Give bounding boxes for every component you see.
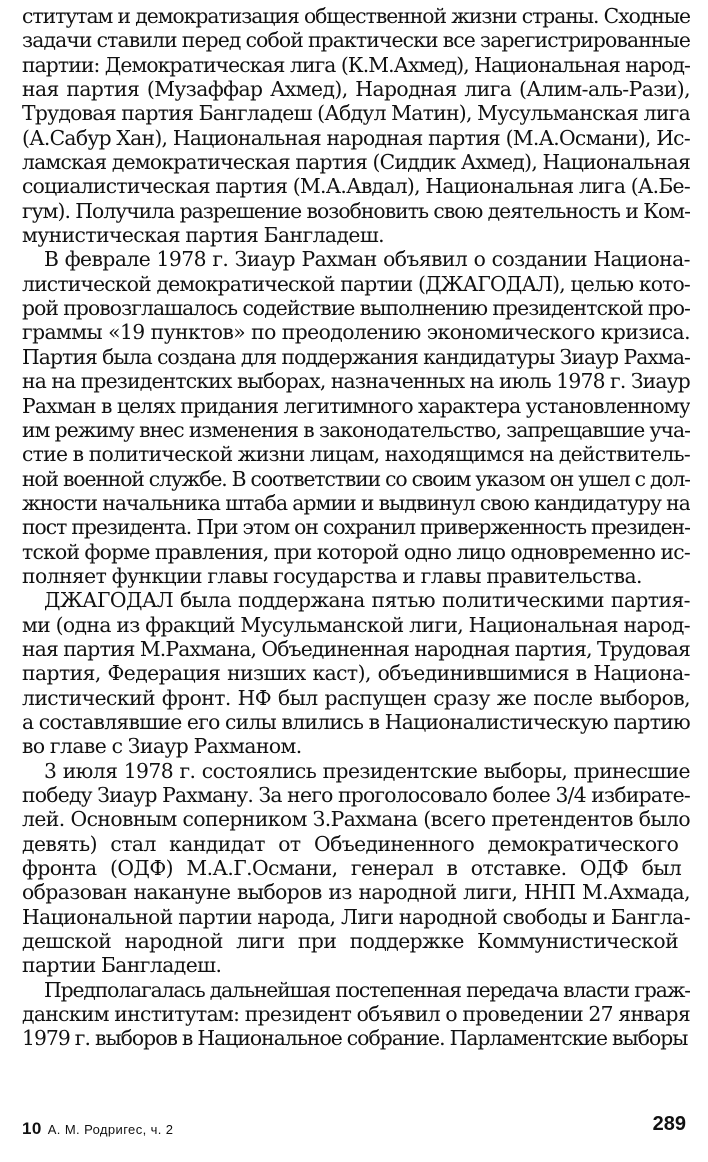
text-line: пост президента. При этом он сохранил приверженность президен- (22, 515, 690, 540)
text-line: фронта (ОДФ) М.А.Г.Османи, генерал в отставке. ОДФ был (22, 856, 682, 881)
text-line: лей. Основным соперником З.Рахмана (всего претендентов было (22, 807, 690, 832)
text-line: Трудовая партия Бангладеш (Абдул Матин), Мусульманская лига (22, 101, 690, 126)
text-line: рой провозглашалось содействие выполнению президентской про- (22, 296, 690, 321)
text-line: тской форме правления, при которой одно лицо одновременно ис- (22, 539, 690, 564)
page-body (22, 4, 690, 1051)
text-line: ной военной службе. В соответствии со своим указом он ушел с дол- (22, 466, 690, 491)
printer-signature (22, 1119, 173, 1139)
text-line: партии: Демократическая лига (К.М.Ахмед), Национальная народ- (22, 52, 690, 77)
text-line: жности начальника штаба армии и выдвинул свою кандидатуру на (22, 490, 690, 515)
paragraph-first-line: В феврале 1978 г. Зиаур Рахман объявил о создании Национа- (44, 247, 690, 272)
text-line: дешской народной лиги при поддержке Коммунистической (22, 929, 679, 954)
page-number: 289 (652, 1113, 686, 1135)
text-line: ная партия М.Рахмана, Объединенная народная партия, Трудовая (22, 636, 690, 661)
text-line: гум). Получила разрешение возобновить свою деятельность и Ком- (22, 198, 690, 223)
text-line: Рахман в целях придания легитимного характера установленному (22, 393, 690, 418)
text-line: образован накануне выборов из народной лиги, ННП М.Ахмада, (22, 880, 690, 905)
text-line: листической демократической партии (ДЖАГОДАЛ), целью кото- (22, 271, 690, 296)
text-line: Партия была создана для поддержания кандидатуры Зиаур Рахма- (22, 344, 690, 369)
text-line: социалистическая партия (М.А.Авдал), Национальная лига (А.Бе- (22, 174, 690, 199)
text-line: девять) стал кандидат от Объединенного демократического (22, 831, 679, 856)
text-line: им режиму внес изменения в законодательство, запрещавшие уча- (22, 417, 690, 442)
text-line: данским институтам: президент объявил о проведении 27 января (22, 1002, 690, 1027)
text-line: победу Зиаур Рахману. За него проголосовало более 3/4 избирате- (22, 783, 690, 807)
text-line: задачи ставили перед собой практически все зарегистрированные (22, 28, 690, 53)
text-line: стие в политической жизни лицам, находящимся на действитель- (22, 442, 690, 467)
text-line: граммы «19 пунктов» по преодолению экономического кризиса. (22, 320, 690, 345)
text-line: листический фронт. НФ был распущен сразу же после выборов, (22, 685, 690, 710)
text-line: 1979 г. выборов в Национальное собрание. Парламентские выборы (22, 1026, 688, 1051)
text-line: мунистическая партия Бангладеш. (22, 223, 385, 248)
text-line: ная партия (Музаффар Ахмед), Народная лига (Алим-аль-Рази), (22, 77, 690, 102)
text-line: (А.Сабур Хан), Национальная народная партия (М.А.Османи), Ис- (22, 125, 690, 150)
signature-text: А. М. Родригес, ч. 2 (47, 1122, 174, 1137)
text-line: во главе с Зиаур Рахманом. (22, 734, 302, 759)
text-line: а составлявшие его силы влились в Националистическую партию (22, 709, 690, 734)
page-footer (22, 1113, 686, 1143)
text-line: на на президентских выборах, назначенных на июль 1978 г. Зиаур (22, 369, 690, 394)
text-line: ститутам и демократизация общественной жизни страны. Сходные (22, 4, 690, 28)
paragraph-first-line: ДЖАГОДАЛ была поддержана пятью политическими партия- (44, 588, 690, 613)
text-line: Национальной партии народа, Лиги народной свободы и Бангла- (22, 904, 690, 929)
text-line: ламская демократическая партия (Сиддик Ахмед), Национальная (22, 150, 690, 175)
signature-number: 10 (22, 1119, 42, 1138)
text-line: партия, Федерация низших каст), объединившимися в Национа- (22, 661, 690, 686)
paragraph-first-line: 3 июля 1978 г. состоялись президентские выборы, принесшие (44, 758, 690, 783)
text-line: ми (одна из фракций Мусульманской лиги, Национальная народ- (22, 612, 690, 637)
text-line: партии Бангладеш. (22, 953, 222, 978)
text-line: полняет функции главы государства и главы правительства. (22, 563, 642, 588)
paragraph-first-line: Предполагалась дальнейшая постепенная передача власти граж- (44, 977, 690, 1002)
